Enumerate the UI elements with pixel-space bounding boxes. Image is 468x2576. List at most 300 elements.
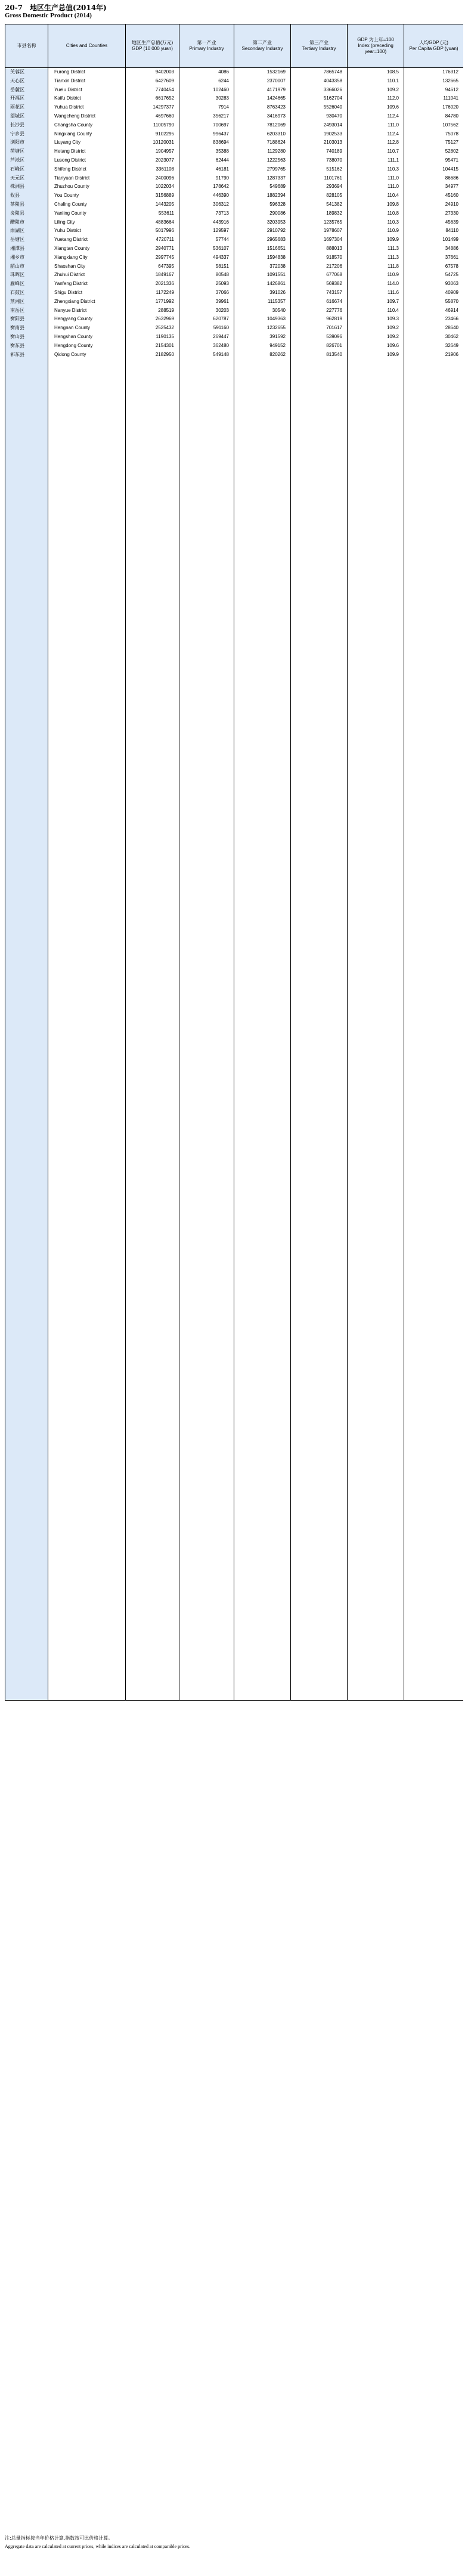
- cell-secondary: [234, 1100, 291, 1109]
- cell-gdp: [126, 1339, 179, 1348]
- cell-gdp: [126, 1224, 179, 1233]
- cell-gdp: [126, 703, 179, 712]
- cell-secondary: [234, 1648, 291, 1657]
- cell-tertiary: [291, 1224, 348, 1233]
- cell-gdp: [126, 1074, 179, 1083]
- cell-per-capita: [404, 1206, 464, 1215]
- cell-primary: 62444: [179, 156, 234, 165]
- cell-gdp: [126, 421, 179, 430]
- cell-tertiary: [291, 686, 348, 695]
- cell-per-capita: [404, 783, 464, 792]
- cell-gdp: [126, 1100, 179, 1109]
- table-row: [5, 1683, 464, 1692]
- cell-secondary: [234, 1541, 291, 1550]
- cell-gdp: [126, 1153, 179, 1162]
- cell-per-capita: [404, 1630, 464, 1639]
- table-row: [5, 130, 464, 139]
- cell-per-capita: [404, 394, 464, 403]
- cell-tertiary: [291, 942, 348, 950]
- cell-secondary: [234, 915, 291, 924]
- cell-primary: [179, 659, 234, 668]
- cell-per-capita: 176312: [404, 68, 464, 77]
- table-row: [5, 491, 464, 500]
- cell-region-name: [5, 695, 48, 704]
- cell-tertiary: [291, 1312, 348, 1321]
- cell-region-en: [48, 1665, 126, 1674]
- cell-index: [348, 1630, 404, 1639]
- cell-index: [348, 818, 404, 827]
- cell-secondary: [234, 747, 291, 756]
- cell-per-capita: [404, 1109, 464, 1118]
- cell-per-capita: 75078: [404, 130, 464, 139]
- cell-tertiary: [291, 1436, 348, 1445]
- cell-tertiary: [291, 1374, 348, 1383]
- table-row: [5, 1144, 464, 1153]
- gdp-table-container: [5, 24, 463, 2531]
- table-row: [5, 1648, 464, 1657]
- table-row: [5, 359, 464, 368]
- cell-secondary: [234, 1135, 291, 1144]
- cell-region-en: [48, 1268, 126, 1277]
- cell-index: [348, 624, 404, 633]
- table-row: [5, 1304, 464, 1312]
- cell-secondary: [234, 1674, 291, 1683]
- cell-per-capita: [404, 1665, 464, 1674]
- cell-index: [348, 897, 404, 906]
- cell-tertiary: [291, 642, 348, 651]
- cell-tertiary: 677068: [291, 271, 348, 280]
- cell-primary: [179, 888, 234, 897]
- cell-index: [348, 1206, 404, 1215]
- cell-gdp: [126, 739, 179, 748]
- cell-gdp: [126, 1179, 179, 1188]
- table-row: [5, 1021, 464, 1030]
- cell-tertiary: [291, 1586, 348, 1594]
- cell-per-capita: [404, 1259, 464, 1268]
- cell-per-capita: [404, 1312, 464, 1321]
- cell-gdp: [126, 1418, 179, 1427]
- cell-gdp: [126, 1277, 179, 1286]
- table-row: [5, 289, 464, 298]
- cell-per-capita: [404, 915, 464, 924]
- cell-region-en: [48, 1003, 126, 1012]
- cell-region-name: [5, 1532, 48, 1541]
- cell-per-capita: [404, 1039, 464, 1048]
- cell-region-name: [5, 1577, 48, 1586]
- cell-region-name: [5, 800, 48, 809]
- cell-secondary: [234, 394, 291, 403]
- cell-index: [348, 1039, 404, 1048]
- cell-tertiary: [291, 597, 348, 606]
- cell-per-capita: [404, 1586, 464, 1594]
- cell-secondary: [234, 412, 291, 421]
- table-row: [5, 1224, 464, 1233]
- table-row: [5, 1268, 464, 1277]
- cell-tertiary: [291, 412, 348, 421]
- cell-tertiary: [291, 1039, 348, 1048]
- cell-primary: [179, 1233, 234, 1241]
- cell-region-en: [48, 1532, 126, 1541]
- cell-region-en: [48, 1444, 126, 1453]
- cell-per-capita: [404, 1268, 464, 1277]
- col-header-region: [48, 24, 126, 68]
- cell-gdp: [126, 853, 179, 862]
- cell-gdp: [126, 783, 179, 792]
- cell-index: [348, 553, 404, 562]
- cell-region-en: [48, 668, 126, 677]
- cell-secondary: 3416973: [234, 112, 291, 121]
- cell-region-en: [48, 1559, 126, 1568]
- cell-per-capita: 95471: [404, 156, 464, 165]
- cell-gdp: [126, 835, 179, 844]
- cell-secondary: [234, 1550, 291, 1559]
- cell-tertiary: [291, 1612, 348, 1621]
- table-row: [5, 818, 464, 827]
- cell-region-name: 雁峰区: [5, 280, 48, 289]
- table-row: [5, 1127, 464, 1136]
- cell-gdp: [126, 1365, 179, 1374]
- cell-tertiary: 740189: [291, 147, 348, 156]
- cell-tertiary: [291, 915, 348, 924]
- cell-gdp: [126, 438, 179, 447]
- cell-gdp: 9402003: [126, 68, 179, 77]
- cell-secondary: 1232655: [234, 324, 291, 333]
- cell-secondary: [234, 1418, 291, 1427]
- cell-region-name: [5, 747, 48, 756]
- cell-primary: [179, 1356, 234, 1365]
- cell-gdp: [126, 1471, 179, 1480]
- cell-index: [348, 1118, 404, 1127]
- cell-region-en: Hengdong County: [48, 342, 126, 351]
- cell-gdp: 9102295: [126, 130, 179, 139]
- cell-tertiary: [291, 377, 348, 386]
- cell-index: [348, 942, 404, 950]
- cell-primary: [179, 1021, 234, 1030]
- cell-primary: [179, 897, 234, 906]
- cell-per-capita: [404, 421, 464, 430]
- cell-gdp: [126, 651, 179, 660]
- cell-primary: [179, 1480, 234, 1489]
- cell-tertiary: [291, 1206, 348, 1215]
- cell-gdp: [126, 1488, 179, 1497]
- cell-primary: [179, 447, 234, 456]
- cell-region-en: [48, 1021, 126, 1030]
- cell-primary: 35388: [179, 147, 234, 156]
- table-row: [5, 1524, 464, 1532]
- cell-gdp: [126, 721, 179, 730]
- cell-tertiary: [291, 1541, 348, 1550]
- cell-gdp: [126, 1621, 179, 1630]
- cell-secondary: [234, 1506, 291, 1515]
- cell-tertiary: [291, 1321, 348, 1330]
- cell-index: 109.7: [348, 298, 404, 306]
- cell-per-capita: [404, 1506, 464, 1515]
- cell-primary: [179, 703, 234, 712]
- table-row: [5, 606, 464, 615]
- cell-per-capita: [404, 456, 464, 465]
- cell-region-name: [5, 651, 48, 660]
- cell-region-en: Chaling County: [48, 200, 126, 209]
- cell-per-capita: [404, 968, 464, 977]
- cell-region-en: [48, 1541, 126, 1550]
- cell-region-en: [48, 1586, 126, 1594]
- cell-gdp: [126, 986, 179, 995]
- cell-per-capita: [404, 1392, 464, 1401]
- cell-primary: 30283: [179, 94, 234, 103]
- cell-region-en: [48, 721, 126, 730]
- cell-tertiary: [291, 1153, 348, 1162]
- cell-gdp: [126, 1286, 179, 1295]
- cell-region-en: [48, 1030, 126, 1039]
- cell-region-en: [48, 942, 126, 950]
- cell-tertiary: [291, 1568, 348, 1577]
- table-row: [5, 1674, 464, 1683]
- cell-gdp: [126, 1692, 179, 1701]
- cell-region-en: [48, 651, 126, 660]
- cell-region-en: [48, 1109, 126, 1118]
- cell-tertiary: [291, 1444, 348, 1453]
- cell-index: [348, 597, 404, 606]
- cell-region-en: [48, 1118, 126, 1127]
- cell-secondary: [234, 924, 291, 933]
- cell-region-name: [5, 1488, 48, 1497]
- cell-region-name: [5, 465, 48, 474]
- cell-secondary: [234, 862, 291, 871]
- col-header-gdp-cn: 地区生产总值(万元): [131, 40, 173, 45]
- cell-region-en: [48, 800, 126, 809]
- cell-region-name: 雨花区: [5, 103, 48, 112]
- cell-primary: 838694: [179, 138, 234, 147]
- cell-primary: [179, 1603, 234, 1612]
- cell-primary: [179, 1506, 234, 1515]
- cell-region-en: [48, 491, 126, 500]
- cell-per-capita: [404, 791, 464, 800]
- table-row: [5, 1295, 464, 1304]
- cell-secondary: [234, 1241, 291, 1250]
- cell-region-name: [5, 1153, 48, 1162]
- cell-per-capita: [404, 589, 464, 597]
- cell-index: [348, 482, 404, 491]
- table-row: [5, 730, 464, 739]
- cell-tertiary: [291, 668, 348, 677]
- table-row: [5, 1179, 464, 1188]
- cell-secondary: [234, 844, 291, 853]
- cell-secondary: [234, 1436, 291, 1445]
- cell-region-name: [5, 456, 48, 465]
- table-row: [5, 1418, 464, 1427]
- cell-gdp: [126, 747, 179, 756]
- cell-secondary: [234, 800, 291, 809]
- cell-primary: 362480: [179, 342, 234, 351]
- cell-region-en: [48, 747, 126, 756]
- cell-secondary: [234, 765, 291, 774]
- cell-region-name: [5, 1374, 48, 1383]
- table-row: [5, 1541, 464, 1550]
- cell-tertiary: [291, 624, 348, 633]
- cell-tertiary: [291, 1488, 348, 1497]
- table-row: [5, 1586, 464, 1594]
- cell-tertiary: 930470: [291, 112, 348, 121]
- cell-primary: [179, 986, 234, 995]
- cell-per-capita: [404, 1674, 464, 1683]
- col-header-tertiary-cn: 第三产业: [309, 40, 328, 45]
- cell-index: [348, 1003, 404, 1012]
- cell-index: 110.7: [348, 147, 404, 156]
- cell-gdp: [126, 712, 179, 721]
- cell-region-en: [48, 1674, 126, 1683]
- gdp-table: [5, 24, 463, 1701]
- cell-region-name: [5, 1656, 48, 1665]
- cell-tertiary: [291, 1127, 348, 1136]
- cell-per-capita: 111041: [404, 94, 464, 103]
- cell-secondary: [234, 465, 291, 474]
- cell-index: 111.8: [348, 262, 404, 271]
- cell-region-name: [5, 1568, 48, 1577]
- cell-region-en: [48, 1497, 126, 1506]
- cell-index: [348, 456, 404, 465]
- cell-primary: [179, 1497, 234, 1506]
- table-header: [5, 24, 464, 68]
- table-row: [5, 1065, 464, 1074]
- cell-region-en: Hengnan County: [48, 324, 126, 333]
- cell-per-capita: [404, 739, 464, 748]
- cell-primary: [179, 1383, 234, 1392]
- cell-primary: [179, 544, 234, 553]
- cell-primary: 25093: [179, 280, 234, 289]
- cell-tertiary: [291, 421, 348, 430]
- cell-index: [348, 1286, 404, 1295]
- cell-gdp: 288519: [126, 306, 179, 315]
- table-row: [5, 509, 464, 518]
- cell-secondary: [234, 1188, 291, 1197]
- table-row: [5, 1047, 464, 1056]
- cell-primary: [179, 791, 234, 800]
- cell-per-capita: [404, 1277, 464, 1286]
- table-row: [5, 1550, 464, 1559]
- cell-index: [348, 1665, 404, 1674]
- cell-secondary: [234, 1515, 291, 1524]
- table-row: [5, 94, 464, 103]
- cell-per-capita: [404, 1568, 464, 1577]
- cell-region-name: 衡阳县: [5, 315, 48, 324]
- cell-region-name: [5, 809, 48, 818]
- table-row: [5, 227, 464, 236]
- table-row: [5, 456, 464, 465]
- col-header-primary-en: Primary Industry: [189, 46, 224, 51]
- cell-index: 111.3: [348, 244, 404, 253]
- col-header-per-capita-en: Per Capita GDP (yuan): [409, 46, 458, 51]
- cell-primary: 443916: [179, 218, 234, 227]
- cell-region-name: [5, 1065, 48, 1074]
- cell-primary: 91790: [179, 174, 234, 183]
- table-row: [5, 112, 464, 121]
- cell-region-en: [48, 1179, 126, 1188]
- cell-region-en: Shaoshan City: [48, 262, 126, 271]
- cell-secondary: [234, 651, 291, 660]
- cell-secondary: [234, 571, 291, 580]
- cell-gdp: [126, 818, 179, 827]
- cell-per-capita: [404, 853, 464, 862]
- cell-tertiary: [291, 1295, 348, 1304]
- cell-primary: [179, 1179, 234, 1188]
- cell-primary: [179, 1374, 234, 1383]
- cell-index: [348, 1524, 404, 1532]
- cell-region-name: 炎陵县: [5, 209, 48, 218]
- cell-per-capita: [404, 544, 464, 553]
- table-row: [5, 253, 464, 262]
- cell-index: [348, 1436, 404, 1445]
- cell-region-en: [48, 1418, 126, 1427]
- cell-index: 110.3: [348, 165, 404, 174]
- table-row: [5, 403, 464, 412]
- cell-tertiary: [291, 447, 348, 456]
- cell-secondary: [234, 1206, 291, 1215]
- cell-index: [348, 1083, 404, 1092]
- cell-tertiary: [291, 1427, 348, 1436]
- cell-primary: [179, 959, 234, 968]
- cell-tertiary: 918570: [291, 253, 348, 262]
- cell-secondary: 949152: [234, 342, 291, 351]
- cell-region-name: 雨湖区: [5, 227, 48, 236]
- cell-region-en: [48, 1241, 126, 1250]
- cell-gdp: [126, 1047, 179, 1056]
- cell-primary: [179, 747, 234, 756]
- cell-primary: [179, 862, 234, 871]
- cell-region-name: [5, 1515, 48, 1524]
- cell-gdp: [126, 995, 179, 1004]
- cell-primary: [179, 756, 234, 765]
- cell-tertiary: [291, 430, 348, 439]
- cell-region-name: [5, 1030, 48, 1039]
- cell-primary: [179, 1277, 234, 1286]
- cell-region-name: [5, 1400, 48, 1409]
- cell-primary: 591160: [179, 324, 234, 333]
- cell-per-capita: [404, 1056, 464, 1065]
- cell-region-name: [5, 1286, 48, 1295]
- table-row: [5, 968, 464, 977]
- cell-secondary: [234, 1586, 291, 1594]
- cell-secondary: 1532169: [234, 68, 291, 77]
- cell-gdp: [126, 1330, 179, 1339]
- cell-primary: [179, 651, 234, 660]
- cell-index: [348, 1188, 404, 1197]
- cell-region-name: [5, 721, 48, 730]
- cell-region-en: [48, 1648, 126, 1657]
- cell-index: [348, 1532, 404, 1541]
- cell-secondary: [234, 1427, 291, 1436]
- cell-region-en: [48, 1162, 126, 1171]
- cell-per-capita: [404, 756, 464, 765]
- cell-per-capita: 45160: [404, 191, 464, 200]
- cell-gdp: [126, 1674, 179, 1683]
- cell-gdp: 2021336: [126, 280, 179, 289]
- cell-secondary: [234, 1630, 291, 1639]
- cell-region-en: [48, 624, 126, 633]
- cell-gdp: [126, 1506, 179, 1515]
- cell-primary: 102460: [179, 86, 234, 95]
- cell-secondary: [234, 1400, 291, 1409]
- cell-tertiary: 826701: [291, 342, 348, 351]
- cell-primary: [179, 394, 234, 403]
- cell-index: 110.8: [348, 209, 404, 218]
- cell-secondary: [234, 703, 291, 712]
- cell-per-capita: [404, 403, 464, 412]
- cell-tertiary: [291, 1400, 348, 1409]
- cell-region-en: [48, 686, 126, 695]
- cell-index: [348, 1656, 404, 1665]
- cell-secondary: [234, 906, 291, 915]
- table-row: [5, 809, 464, 818]
